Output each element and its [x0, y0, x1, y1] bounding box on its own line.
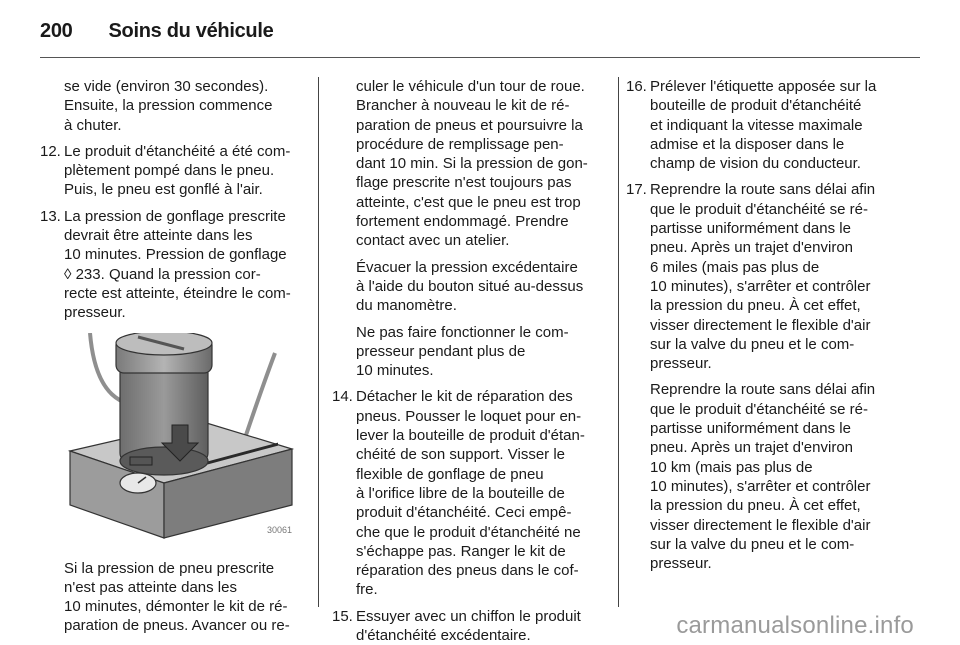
text-line: Si la pression de pneu prescrite: [64, 559, 275, 577]
text-line: fortement endommagé. Prendre: [356, 213, 569, 231]
text-line: que le produit d'étanchéité se ré-: [650, 400, 869, 418]
text-line: Ne pas faire fonctionner le com-: [356, 323, 569, 341]
text-line: pneu. Après un trajet d'environ: [650, 239, 853, 257]
text-line: paration de pneus. Avancer ou re-: [64, 617, 290, 635]
text-line: bouteille de produit d'étanchéité: [650, 97, 862, 115]
step-number: 14.: [332, 388, 353, 406]
text-line: partisse uniformément dans le: [650, 420, 851, 438]
text-line: paration de pneus et poursuivre la: [356, 116, 583, 134]
text-line: 6 miles (mais pas plus de: [650, 258, 820, 276]
column-3: [626, 77, 901, 573]
text-line: flexible de gonflage de pneu: [356, 465, 544, 483]
text-line: pneus. Pousser le loquet pour en-: [356, 407, 582, 425]
text-line: la pression du pneu. À cet effet,: [650, 497, 861, 515]
text-line: champ de vision du conducteur.: [650, 155, 861, 173]
text-line: 10 minutes), s'arrêter et contrôler: [650, 277, 871, 295]
page-reference-icon[interactable]: ◊: [64, 265, 72, 283]
text-line: à chuter.: [64, 116, 122, 134]
page-header: [40, 20, 273, 50]
text-line: dant 10 min. Si la pression de gon-: [356, 155, 588, 173]
text-line: la pression du pneu. À cet effet,: [650, 297, 861, 315]
text-line: flage prescrite n'est toujours pas: [356, 174, 572, 192]
text-line: du manomètre.: [356, 297, 457, 315]
step-12: [40, 142, 310, 200]
text-line: n'est pas atteinte dans les: [64, 578, 237, 596]
text-line: et indiquant la vitesse maximale: [650, 116, 863, 134]
col1-after-figure: [40, 559, 310, 636]
text-line: pneu. Après un trajet d'environ: [650, 439, 853, 457]
text-line: Puis, le pneu est gonflé à l'air.: [64, 181, 263, 199]
text-line: che que le produit d'étanchéité ne: [356, 523, 581, 541]
text-line: que le produit d'étanchéité se ré-: [650, 200, 869, 218]
text-line: Brancher à nouveau le kit de ré-: [356, 97, 570, 115]
text-line: La pression de gonflage prescrite: [64, 207, 286, 225]
text-line: Essuyer avec un chiffon le produit: [356, 607, 581, 625]
step-15: [332, 607, 604, 645]
step-number: 15.: [332, 607, 353, 625]
header-rule: [40, 57, 920, 58]
step-16: [626, 77, 901, 173]
compressor-drawing: [60, 333, 300, 545]
text-line: recte est atteinte, éteindre le com-: [64, 284, 291, 302]
text-line: s'échappe pas. Ranger le kit de: [356, 542, 566, 560]
compressor-illustration: [60, 333, 300, 545]
step-17: [626, 180, 901, 573]
text-line: presseur pendant plus de: [356, 342, 526, 360]
text-line: presseur.: [650, 555, 712, 573]
text-line: 10 minutes), s'arrêter et contrôler: [650, 477, 871, 495]
step-number: 12.: [40, 142, 61, 160]
text-line: à l'aide du bouton situé au-dessus: [356, 277, 584, 295]
figure-code: 30061: [266, 524, 292, 535]
step-number: 17.: [626, 181, 647, 199]
step-13: [40, 207, 310, 323]
text-line: procédure de remplissage pen-: [356, 135, 564, 153]
text-line: contact avec un atelier.: [356, 232, 510, 250]
text-line: sur la valve du pneu et le com-: [650, 335, 855, 353]
text-line: culer le véhicule d'un tour de roue.: [356, 78, 585, 95]
text-line: visser directement le flexible d'air: [650, 516, 871, 534]
text-line: Prélever l'étiquette apposée sur la: [650, 78, 877, 95]
text-line: devrait être atteinte dans les: [64, 227, 253, 245]
col2-para-3: [332, 323, 604, 381]
text-line: Ensuite, la pression commence: [64, 97, 273, 115]
text-line: presseur.: [650, 355, 712, 373]
column-divider-1: [318, 77, 319, 607]
text-line: d'étanchéité excédentaire.: [356, 627, 531, 645]
page-number: 200: [40, 20, 73, 42]
text-line: partisse uniformément dans le: [650, 220, 851, 238]
text-line: Détacher le kit de réparation des: [356, 388, 573, 406]
col2-lead: [332, 77, 604, 251]
text-line: 10 minutes. Pression de gonflage: [64, 246, 287, 264]
text-line: ◊ 233. Quand la pression cor-: [64, 265, 261, 283]
text-line: plètement pompé dans le pneu.: [64, 162, 275, 180]
column-divider-2: [618, 77, 619, 607]
text-line: sur la valve du pneu et le com-: [650, 535, 855, 553]
text-line: Évacuer la pression excédentaire: [356, 258, 578, 276]
text-line: Le produit d'étanchéité a été com-: [64, 142, 291, 160]
text-line: chéité de son support. Visser le: [356, 446, 566, 464]
text-line: Reprendre la route sans délai afin: [650, 381, 876, 399]
col2-para-2: [332, 258, 604, 316]
step-14: [332, 387, 604, 599]
text-line: lever la bouteille de produit d'étan-: [356, 427, 585, 445]
step-number: 16.: [626, 78, 647, 95]
text-line: se vide (environ 30 secondes).: [64, 78, 269, 95]
text-line: Reprendre la route sans délai afin: [650, 181, 876, 199]
text-line: réparation des pneus dans le cof-: [356, 562, 579, 580]
column-2: [332, 77, 604, 645]
page-title: Soins du véhicule: [108, 20, 274, 42]
step-17-para-2: [650, 380, 901, 573]
text-line: à l'orifice libre de la bouteille de: [356, 484, 565, 502]
text-line: 10 minutes.: [356, 362, 434, 380]
step-number: 13.: [40, 207, 61, 225]
watermark: carmanualsonline.info: [676, 612, 914, 639]
text-line: 10 km (mais pas plus de: [650, 458, 813, 476]
text-line: presseur.: [64, 304, 126, 322]
column-1: [40, 77, 310, 636]
text-line: admise et la disposer dans le: [650, 135, 845, 153]
text-line: visser directement le flexible d'air: [650, 316, 871, 334]
text-line: atteinte, c'est que le pneu est trop: [356, 193, 581, 211]
text-line: fre.: [356, 581, 378, 599]
col1-lead: [40, 77, 310, 135]
text-line: produit d'étanchéité. Ceci empê-: [356, 504, 572, 522]
text-line: 10 minutes, démonter le kit de ré-: [64, 598, 288, 616]
